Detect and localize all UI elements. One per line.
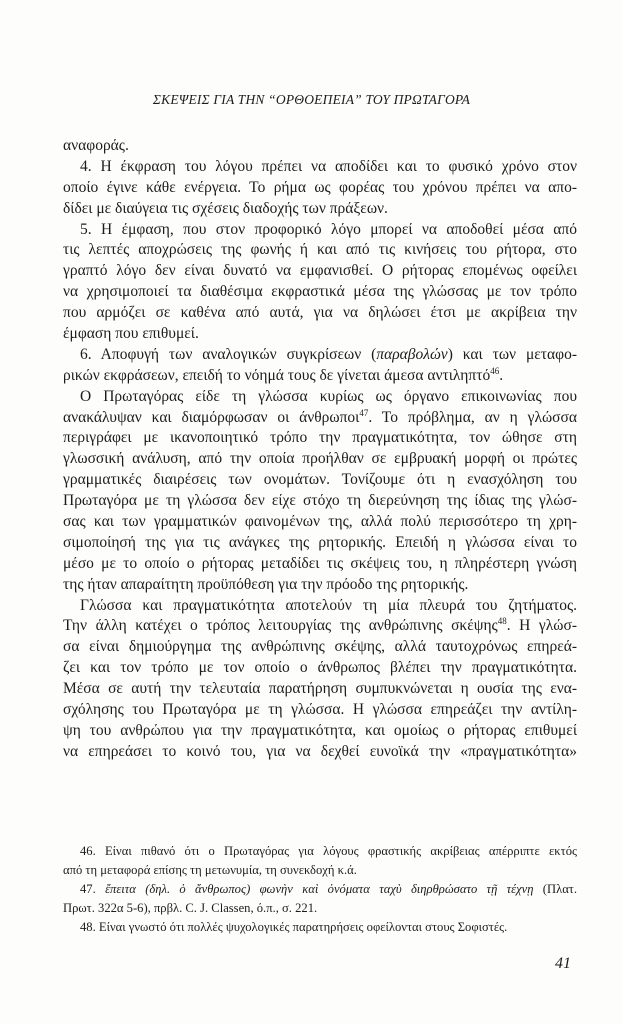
text-line: περιγράφει με ικανοποιητικό τρόπο την πραγματικότητα, τον ώθησε στη xyxy=(63,429,577,447)
text-line: σχόλησης του Πρωταγόρα με τη γλώσσα. Η γλώσσα επηρεάζει την αντίλη- xyxy=(63,701,577,719)
text-line: 4. Η έκφραση του λόγου πρέπει να αποδίδει και το φυσικό χρόνο στον xyxy=(80,157,577,175)
footnote-line: Πρωτ. 322α 5-6), πρβλ. C. J. Classen, ό.π., σ. 221. xyxy=(63,901,318,915)
text-line: ζει και τον τρόπο με τον οποίο ο άνθρωπος βλέπει την πραγματικότητα. xyxy=(63,659,577,677)
body-text xyxy=(63,136,577,763)
text-line: Πρωταγόρα με τη γλώσσα δεν είχε στόχο τη διερεύνηση της ίδιας της γλώσ- xyxy=(63,492,577,510)
footnote-line: 47. ἔπειτα (δηλ. ὁ ἄνθρωπος) φωνὴν καὶ ὀνόματα ταχὺ διηρθρώσατο τῇ τέχνῃ (Πλατ. xyxy=(80,882,577,896)
text-line: 5. Η έμφαση, που στον προφορικό λόγο μπορεί να αποδοθεί μέσα από xyxy=(80,220,577,238)
text-line: σιμοποίησή της για τις ανάγκες της ρητορικής. Επειδή η γλώσσα είναι το xyxy=(63,533,577,551)
footnote-marker: 46 xyxy=(490,365,500,376)
text-line: Μέσα σε αυτή την τελευταία παρατήρηση συμπυκνώνεται η ουσία της ενα- xyxy=(63,680,577,698)
running-head: ΣΚΕΨΕΙΣ ΓΙΑ ΤΗΝ “ΟΡΘΟΕΠΕΙΑ” ΤΟΥ ΠΡΩΤΑΓΟΡΑ xyxy=(152,92,471,107)
text-line: σας και των γραμματικών φαινομένων της, αλλά πολύ περισσότερο τη χρη- xyxy=(63,513,577,531)
footnote-marker: 48 xyxy=(497,616,507,627)
text-line: μέσο με το οποίο ο ρήτορας μεταδίδει τις σκέψεις του, η πληρέστερη γνώση xyxy=(63,554,577,572)
text-line: να χρησιμοποιεί τα διαθέσιμα εκφραστικά μέσα της γλώσσας με τον τρόπο xyxy=(63,283,577,301)
text-line: αναφοράς. xyxy=(63,137,129,154)
footnote-line: από τη μεταφορά επίσης τη μετωνυμία, τη συνεκδοχή κ.ά. xyxy=(63,863,357,877)
footnote-marker: 47 xyxy=(359,407,369,418)
footnotes xyxy=(63,842,577,937)
text-line: σα είναι δημιούργημα της ανθρώπινης σκέψης, αλλά ταυτοχρόνως επηρεά- xyxy=(63,638,577,656)
footnote-line: 46. Είναι πιθανό ότι ο Πρωταγόρας για λόγους φραστικής ακρίβειας απέρριπτε εκτός xyxy=(80,844,577,858)
text-line: δίδει με διαύγεια τις σχέσεις διαδοχής των πράξεων. xyxy=(63,199,388,217)
text-line: Ο Πρωταγόρας είδε τη γλώσσα κυρίως ως όργανο επικοινωνίας που xyxy=(80,387,577,405)
text-line: γραπτό λόγο δεν είναι δυνατό να εμφανισθεί. Ο ρήτορας επομένως οφείλει xyxy=(63,262,577,280)
text-line: να επηρεάσει το κοινό του, για να δεχθεί ευνοϊκά την «πραγματικότητα» xyxy=(63,742,577,760)
text-line: οποίο έγινε κάθε ενέργεια. Το ρήμα ως φορέας του χρόνου πρέπει να απο- xyxy=(63,178,577,196)
text-line: γλωσσική ανάλυση, από την οποία προήλθαν σε εμβρυακή μορφή οι πρώτες xyxy=(63,450,577,468)
text-line: ρικών εκφράσεων, επειδή το νόημά τους δε γίνεται άμεσα αντιληπτό$^{46}$. xyxy=(63,365,504,384)
footnote-line: 48. Είναι γνωστό ότι πολλές ψυχολογικές παρατηρήσεις οφείλονται στους Σοφιστές. xyxy=(80,920,508,934)
text-line: της ήταν απαραίτητη προϋπόθεση για την πρόοδο της ρητορικής. xyxy=(63,575,469,593)
text-line: τις λεπτές αποχρώσεις της φωνής ή και από τις κινήσεις του ρήτορα, στο xyxy=(63,241,577,259)
text-line: που αρμόζει σε καθένα από αυτά, για να δηλώσει έτσι με ακρίβεια την xyxy=(63,304,577,322)
text-line: γραμματικές διαιρέσεις των ονομάτων. Τονίζουμε ότι η ενασχόληση του xyxy=(63,471,577,489)
page-number: 41 xyxy=(555,955,571,972)
text-line: ανακάλυψαν και διαμόρφωσαν οι άνθρωποι$^{47}$. Το πρόβλημα, αν η γλώσσα xyxy=(63,407,577,426)
text-line: Γλώσσα και πραγματικότητα αποτελούν τη μία πλευρά του ζητήματος. xyxy=(80,596,577,614)
text-line: έμφαση που επιθυμεί. xyxy=(63,325,199,343)
text-line: Την άλλη κατέχει ο τρόπος λειτουργίας της ανθρώπινης σκέψης$^{48}$. Η γλώσ- xyxy=(63,616,578,635)
text-line: ψη του ανθρώπου για την πραγματικότητα, και ομοίως ο ρήτορας επιθυμεί xyxy=(63,721,577,739)
text-line: 6. Αποφυγή των αναλογικών συγκρίσεων (παραβολών) και των μεταφο- xyxy=(80,345,577,363)
